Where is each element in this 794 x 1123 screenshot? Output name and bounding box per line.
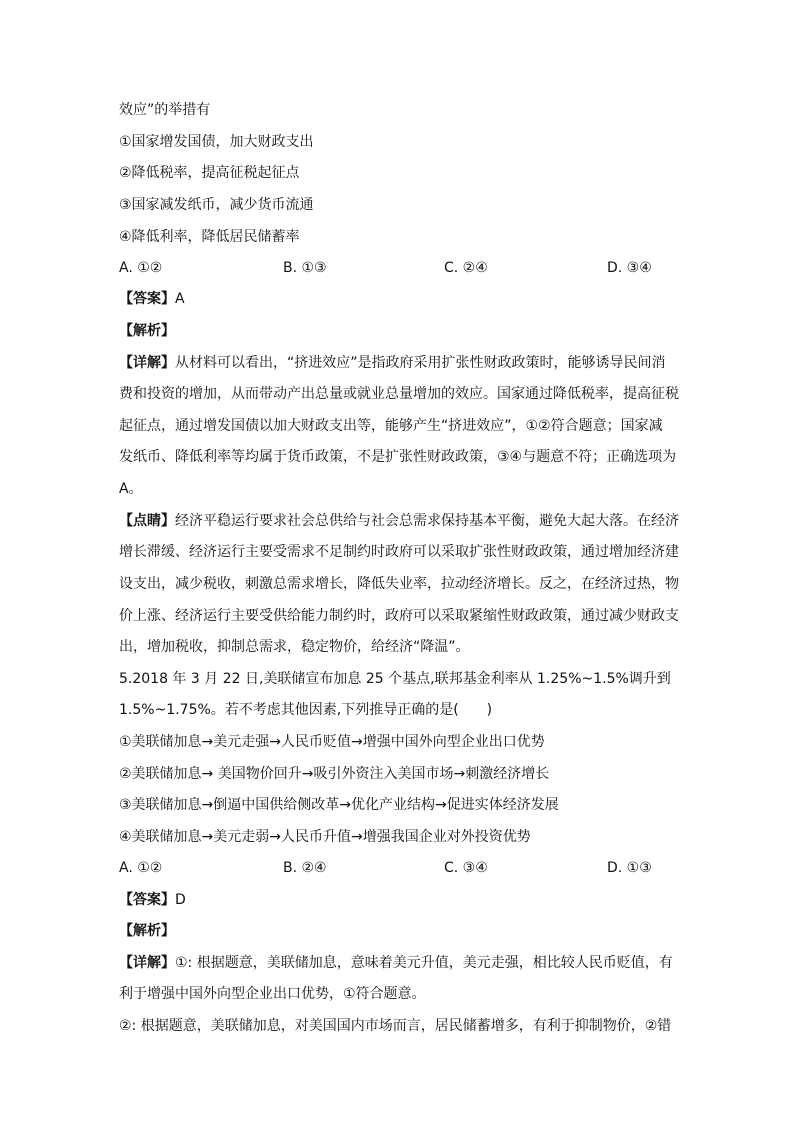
answer-tag: 【答案】 xyxy=(119,291,175,307)
q5-answer xyxy=(119,890,186,910)
q4-item-2: ②降低税率，提高征税起征点 xyxy=(119,165,300,181)
q4-item-3: ③国家减发纸币，减少货币流通 xyxy=(119,197,314,213)
q4-detail-line-1 xyxy=(119,353,666,373)
detail-text: ①: 根据题意，美联储加息，意味着美元升值，美元走强，相比较人民币贬值，有 xyxy=(175,955,673,971)
answer-tag: 【答案】 xyxy=(119,892,175,908)
q4-option-c: C. ②④ xyxy=(444,260,488,276)
q4-stem-tail: 效应”的举措有 xyxy=(119,102,211,118)
q5-option-c: C. ③④ xyxy=(444,860,488,876)
answer-value: A xyxy=(175,291,185,307)
detail-tag: 【详解】 xyxy=(119,955,175,971)
q5-detail-line-1 xyxy=(119,953,673,973)
q4-tip-line-3: 设支出，减少税收，刺激总需求增长，降低失业率，拉动经济增长。反之，在经济过热，物 xyxy=(119,576,679,592)
q5-detail-line-2: 利于增强中国外向型企业出口优势，①符合题意。 xyxy=(119,986,426,1002)
q4-detail-line-2: 费和投资的增加，从而带动产出总量或就业总量增加的效应。国家通过降低税率，提高征税 xyxy=(119,386,679,402)
q4-detail-line-5: A。 xyxy=(119,481,143,497)
analysis-tag: 【解析】 xyxy=(119,923,175,939)
q5-option-a: A. ①② xyxy=(119,860,163,876)
q4-option-a: A. ①② xyxy=(119,260,163,276)
q5-item-4: ④美联储加息→美元走弱→人民币升值→增强我国企业对外投资优势 xyxy=(119,829,531,845)
q5-options xyxy=(119,858,679,878)
q4-tip-line-5: 出，增加税收，抑制总需求，稳定物价，给经济“降温”。 xyxy=(119,639,470,655)
q4-detail-line-3: 起征点，通过增发国债以加大财政支出等，能够产生“挤进效应”，①②符合题意；国家减 xyxy=(119,418,663,434)
q5-stem-line-2: 1.5%~1.75%。若不考虑其他因素,下列推导正确的是( ) xyxy=(119,702,493,718)
tip-tag: 【点睛】 xyxy=(119,513,175,529)
q5-option-b: B. ②④ xyxy=(283,860,327,876)
q5-item-2: ②美联储加息→ 美国物价回升→吸引外资注入美国市场→刺激经济增长 xyxy=(119,766,550,782)
answer-value: D xyxy=(175,892,186,908)
q5-analysis-heading xyxy=(119,921,175,941)
q4-options xyxy=(119,258,679,278)
q4-item-1: ①国家增发国债，加大财政支出 xyxy=(119,134,314,150)
analysis-tag: 【解析】 xyxy=(119,323,175,339)
q4-item-4: ④降低利率，降低居民储蓄率 xyxy=(119,229,300,245)
q4-option-b: B. ①③ xyxy=(283,260,327,276)
q4-tip-line-4: 价上涨、经济运行主要受供给能力制约时，政府可以采取紧缩性财政政策，通过减少财政支 xyxy=(119,608,679,624)
q4-tip-line-2: 增长滞缓、经济运行主要受需求不足制约时政府可以采取扩张性财政政策，通过增加经济建 xyxy=(119,544,679,560)
q4-tip-line-1 xyxy=(119,511,679,531)
q5-item-1: ①美联储加息→美元走强→人民币贬值→增强中国外向型企业出口优势 xyxy=(119,734,545,750)
q4-answer xyxy=(119,289,185,309)
q5-option-d: D. ①③ xyxy=(607,860,652,876)
q4-detail-line-4: 发纸币、降低利率等均属于货币政策，不是扩张性财政政策，③④与题意不符；正确选项为 xyxy=(119,449,677,465)
q5-item-3: ③美联储加息→倒逼中国供给侧改革→优化产业结构→促进实体经济发展 xyxy=(119,797,559,813)
q4-analysis-heading xyxy=(119,321,175,341)
q5-stem-line-1: 5.2018 年 3 月 22 日,美联储宣布加息 25 个基点,联邦基金利率从 1.25%~1.5%调升到 xyxy=(119,671,671,687)
q5-detail-line-3: ②: 根据题意，美联储加息，对美国国内市场而言，居民储蓄增多，有利于抑制物价，②错 xyxy=(119,1018,672,1034)
q4-option-d: D. ③④ xyxy=(607,260,652,276)
tip-text: 经济平稳运行要求社会总供给与社会总需求保持基本平衡，避免大起大落。在经济 xyxy=(175,513,679,529)
detail-text: 从材料可以看出，“挤进效应”是指政府采用扩张性财政政策时，能够诱导民间消 xyxy=(175,355,666,371)
detail-tag: 【详解】 xyxy=(119,355,175,371)
